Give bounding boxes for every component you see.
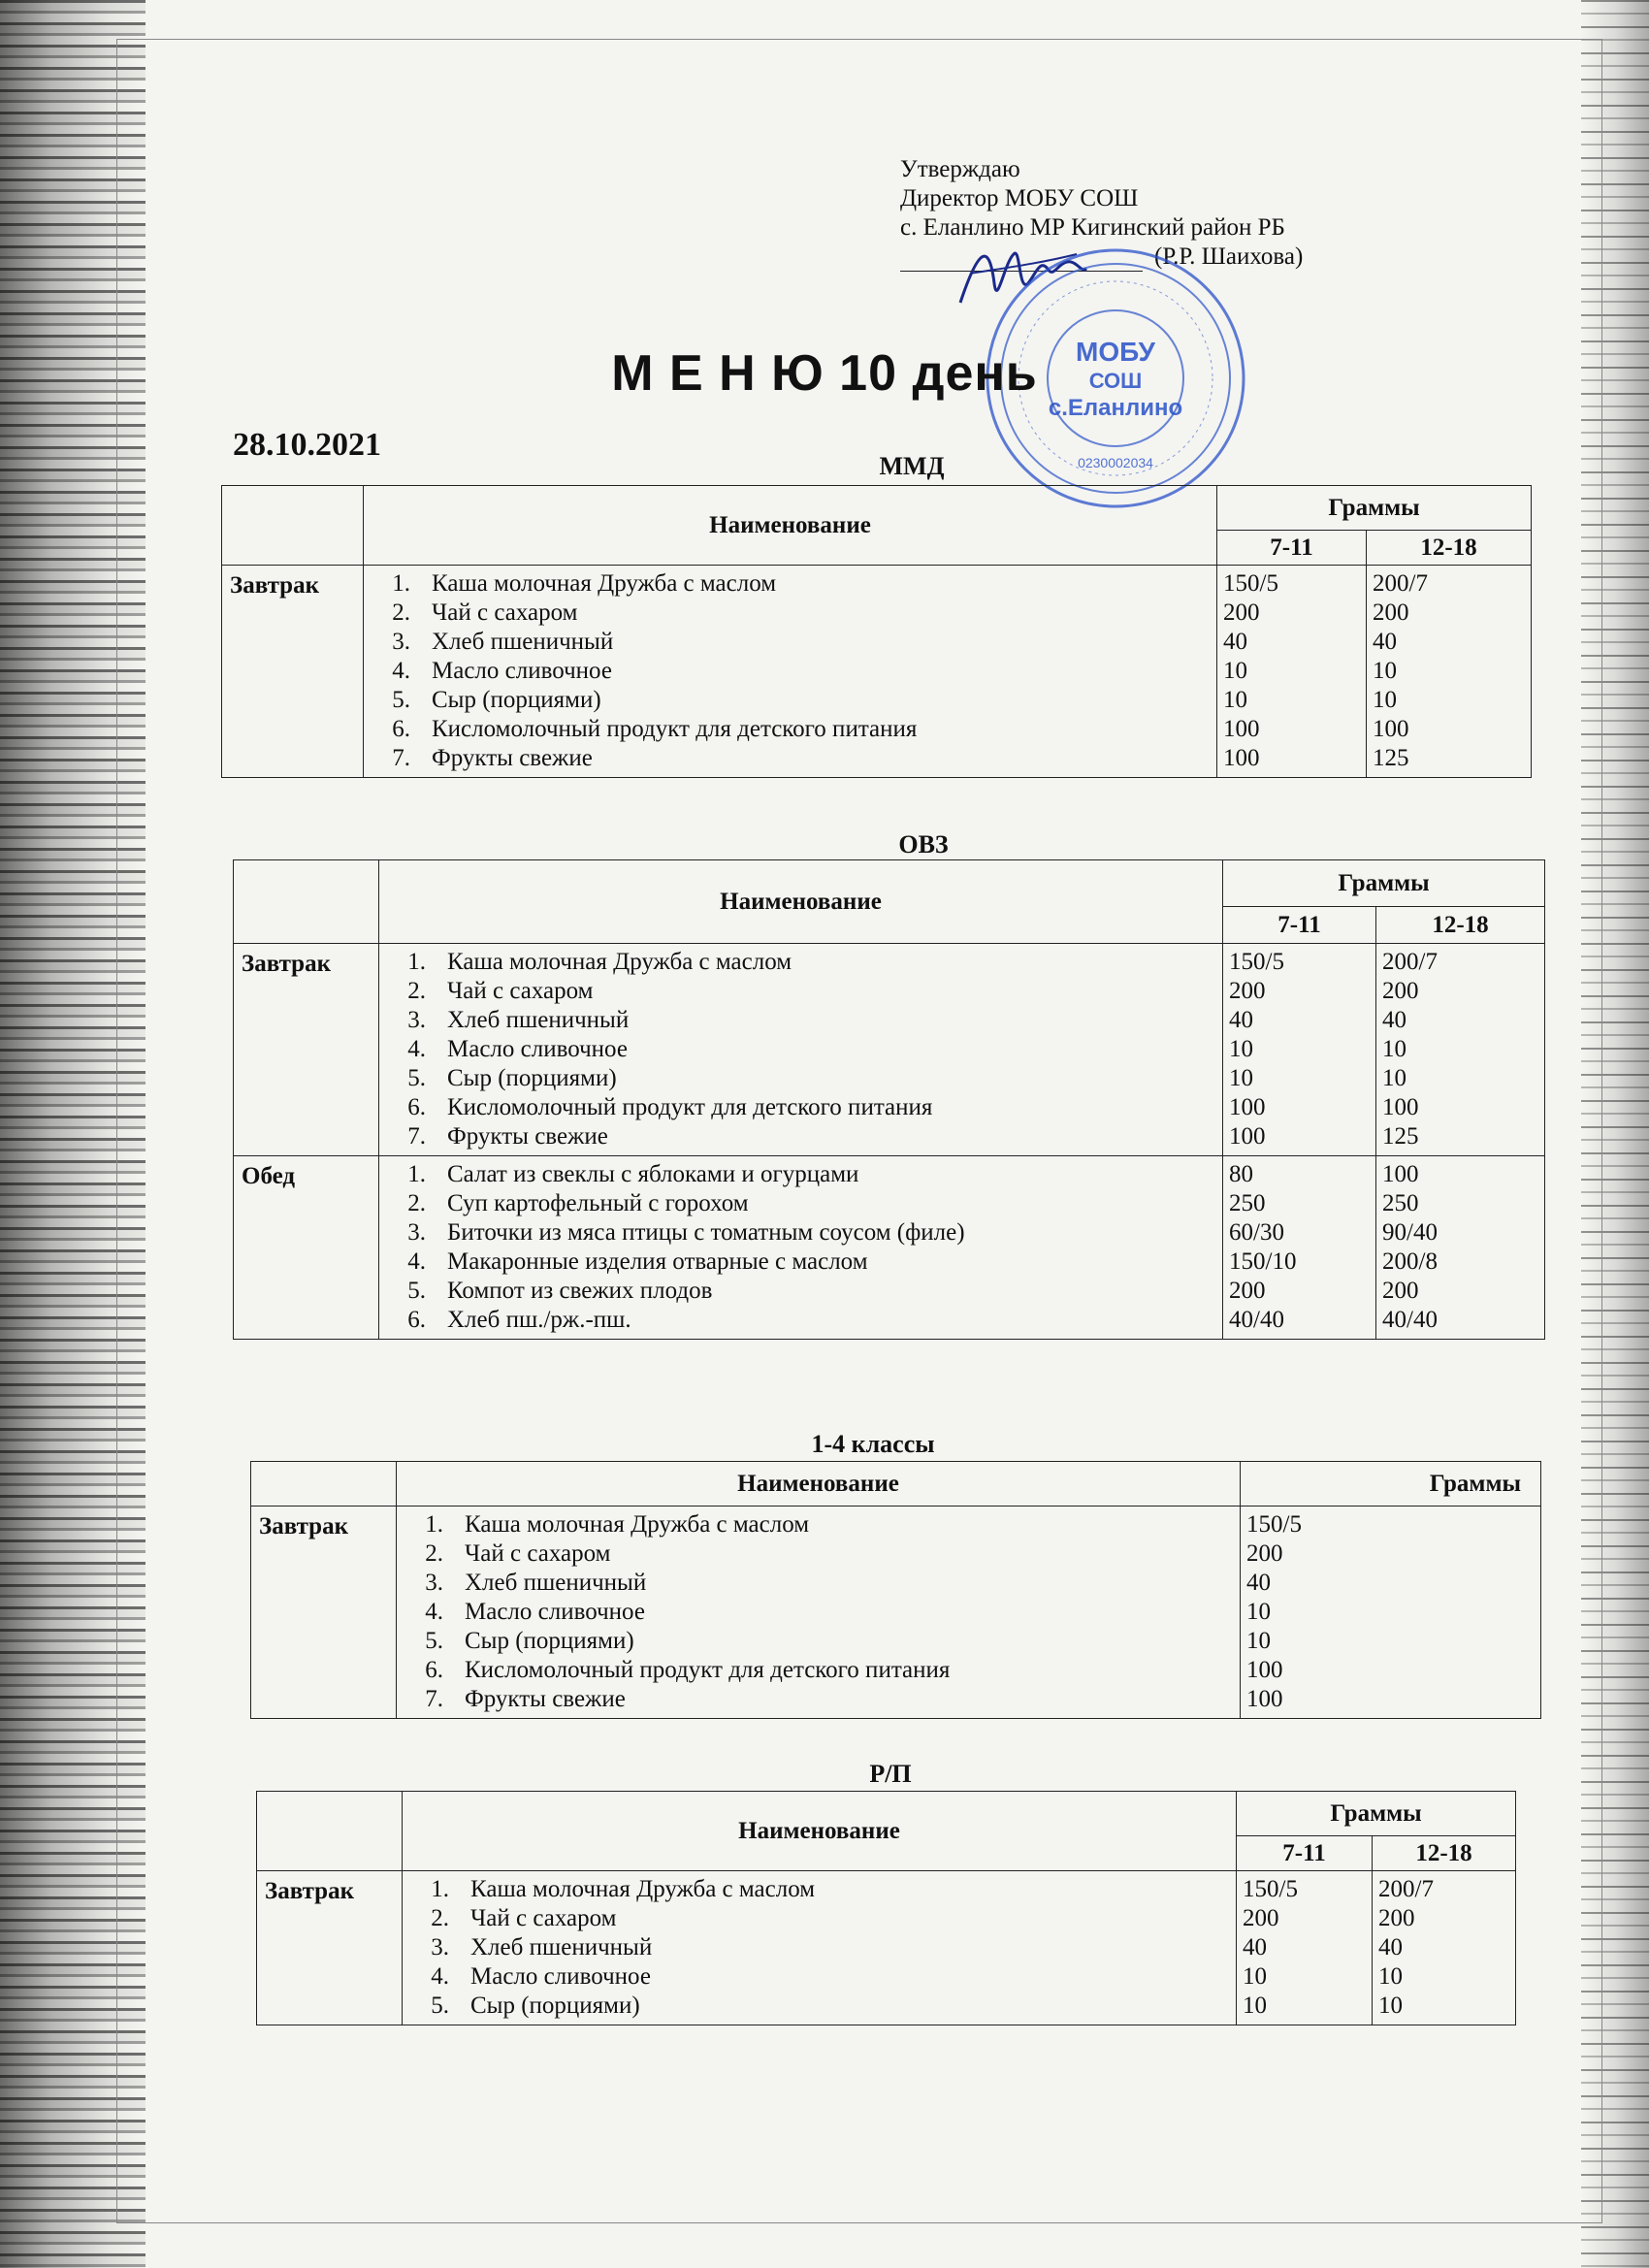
menu-item (379, 1189, 1222, 1218)
grams-value: 60/30 (1229, 1219, 1284, 1246)
menu-item (379, 1122, 1222, 1151)
grams-value: 80 (1229, 1161, 1253, 1187)
approval-line-3: с. Еланлино МР Кигинский район РБ (900, 214, 1285, 241)
menu-item (364, 657, 1216, 686)
menu-item (364, 715, 1216, 744)
menu-item (379, 977, 1222, 1006)
grams-12-18 (1376, 1156, 1545, 1340)
grams-value: 200 (1243, 1905, 1279, 1931)
menu-item-name: Масло сливочное (447, 1036, 628, 1062)
approval-signer: (Р.Р. Шаихова) (1154, 243, 1304, 270)
grams (1241, 1507, 1541, 1719)
meal-row (234, 944, 1545, 1156)
menu-item-name: Сыр (порциями) (432, 687, 601, 713)
menu-item-number: 4. (392, 658, 410, 684)
header-age-12-18: 12-18 (1376, 907, 1545, 944)
scan-edge-right (1581, 0, 1649, 2268)
header-age-12-18: 12-18 (1367, 531, 1532, 566)
menu-item-number: 7. (392, 745, 410, 771)
header-age-12-18: 12-18 (1373, 1836, 1516, 1871)
meal-row (222, 566, 1532, 778)
grams-value: 90/40 (1382, 1219, 1438, 1246)
grams-12-18 (1373, 1871, 1516, 2025)
grams-value: 10 (1382, 1036, 1406, 1062)
menu-item-number: 3. (431, 1934, 449, 1960)
menu-item-name: Каша молочная Дружба с маслом (432, 570, 777, 597)
section-label-rp: Р/П (869, 1760, 912, 1788)
menu-item (397, 1569, 1240, 1598)
grams-value: 200/7 (1378, 1876, 1434, 1902)
menu-item-number: 5. (392, 687, 410, 713)
menu-item-name: Кисломолочный продукт для детского питания (447, 1094, 933, 1120)
menu-item (397, 1510, 1240, 1539)
header-name: Наименование (397, 1462, 1241, 1507)
page-title: М Е Н Ю 10 день (611, 345, 1038, 402)
meal-name: Завтрак (222, 566, 364, 778)
menu-item-number: 4. (407, 1248, 426, 1275)
grams-value: 200 (1246, 1540, 1283, 1567)
grams-value: 40 (1373, 629, 1397, 655)
menu-item (397, 1627, 1240, 1656)
grams-value: 150/5 (1229, 949, 1284, 975)
menu-item-name: Сыр (порциями) (447, 1065, 617, 1091)
grams-value: 40 (1229, 1007, 1253, 1033)
menu-item-number: 2. (392, 599, 410, 626)
menu-item-number: 5. (407, 1065, 426, 1091)
meal-items (397, 1507, 1241, 1719)
header-blank (222, 486, 364, 566)
grams-value: 200 (1223, 599, 1260, 626)
grams-value: 40 (1246, 1570, 1271, 1596)
menu-item-number: 1. (431, 1876, 449, 1902)
menu-item-number: 6. (407, 1307, 426, 1333)
menu-item (403, 1933, 1236, 1962)
header-age-7-11: 7-11 (1217, 531, 1367, 566)
menu-item-name: Чай с сахаром (432, 599, 578, 626)
menu-item-name: Хлеб пшеничный (470, 1934, 653, 1960)
menu-item-name: Масло сливочное (470, 1963, 651, 1990)
menu-item-number: 3. (425, 1570, 443, 1596)
header-name: Наименование (403, 1792, 1237, 1871)
menu-item (379, 1218, 1222, 1247)
meal-name: Завтрак (257, 1871, 403, 2025)
menu-item (379, 1093, 1222, 1122)
grams-value: 200/7 (1382, 949, 1438, 975)
grams-value: 200 (1382, 978, 1419, 1004)
menu-item (397, 1598, 1240, 1627)
menu-item-name: Хлеб пшеничный (432, 629, 614, 655)
grams-value: 100 (1229, 1094, 1266, 1120)
grams-value: 200 (1373, 599, 1409, 626)
menu-item-name: Фрукты свежие (447, 1123, 608, 1150)
menu-item-number: 5. (431, 1993, 449, 2019)
grams-value: 10 (1373, 658, 1397, 684)
grams-value: 250 (1382, 1190, 1419, 1216)
menu-item (364, 744, 1216, 773)
grams-value: 40 (1378, 1934, 1403, 1960)
menu-item-name: Каша молочная Дружба с маслом (470, 1876, 816, 1902)
menu-item (379, 948, 1222, 977)
grams-value: 10 (1223, 658, 1247, 684)
approval-line-2: Директор МОБУ СОШ (900, 185, 1139, 211)
grams-value: 200 (1378, 1905, 1415, 1931)
meal-items (364, 566, 1217, 778)
menu-item (403, 1904, 1236, 1933)
menu-date: 28.10.2021 (233, 427, 381, 463)
grams-value: 40 (1223, 629, 1247, 655)
header-name: Наименование (364, 486, 1217, 566)
menu-table-rp (256, 1791, 1516, 2025)
menu-item-name: Фрукты свежие (465, 1686, 626, 1712)
grams-value: 100 (1382, 1161, 1419, 1187)
menu-item-number: 4. (425, 1599, 443, 1625)
header-grams: Граммы (1223, 860, 1545, 907)
header-blank (257, 1792, 403, 1871)
menu-item-name: Хлеб пшеничный (447, 1007, 630, 1033)
grams-value: 125 (1382, 1123, 1419, 1150)
grams-value: 10 (1229, 1065, 1253, 1091)
grams-value: 200 (1229, 978, 1266, 1004)
grams-value: 10 (1246, 1599, 1271, 1625)
grams-value: 10 (1378, 1963, 1403, 1990)
grams-value: 10 (1378, 1993, 1403, 2019)
meal-items (379, 1156, 1223, 1340)
grams-value: 40/40 (1229, 1307, 1284, 1333)
menu-item-name: Хлеб пш./рж.-пш. (447, 1307, 631, 1333)
grams-7-11 (1223, 944, 1376, 1156)
scan-edge-left (0, 0, 146, 2268)
grams-value: 40 (1243, 1934, 1267, 1960)
grams-value: 100 (1382, 1094, 1419, 1120)
menu-item-number: 2. (431, 1905, 449, 1931)
grams-value: 125 (1373, 745, 1409, 771)
menu-table-ovz (233, 859, 1545, 1340)
grams-value: 10 (1223, 687, 1247, 713)
grams-12-18 (1376, 944, 1545, 1156)
menu-item-number: 2. (407, 1190, 426, 1216)
menu-table-mmd (221, 485, 1532, 778)
menu-item-name: Макаронные изделия отварные с маслом (447, 1248, 868, 1275)
meal-row (257, 1871, 1516, 2025)
meal-items (379, 944, 1223, 1156)
menu-item-name: Чай с сахаром (465, 1540, 611, 1567)
menu-item-name: Салат из свеклы с яблоками и огурцами (447, 1161, 859, 1187)
menu-item (379, 1160, 1222, 1189)
header-blank (234, 860, 379, 944)
grams-value: 200 (1382, 1278, 1419, 1304)
menu-item-number: 3. (407, 1219, 426, 1246)
grams-value: 150/5 (1223, 570, 1278, 597)
menu-item-name: Сыр (порциями) (465, 1628, 634, 1654)
grams-value: 10 (1243, 1993, 1267, 2019)
menu-item-number: 6. (392, 716, 410, 742)
stamp-number: 0230002034 (1078, 455, 1153, 470)
menu-item (403, 1992, 1236, 2021)
menu-item-number: 2. (407, 978, 426, 1004)
menu-item-name: Каша молочная Дружба с маслом (447, 949, 792, 975)
grams-value: 100 (1373, 716, 1409, 742)
grams-value: 10 (1246, 1628, 1271, 1654)
menu-item (364, 628, 1216, 657)
meal-items (403, 1871, 1237, 2025)
menu-table-grades (250, 1461, 1541, 1719)
menu-item-number: 3. (392, 629, 410, 655)
grams-value: 250 (1229, 1190, 1266, 1216)
grams-value: 200/7 (1373, 570, 1428, 597)
menu-item-name: Чай с сахаром (470, 1905, 617, 1931)
header-grams: Граммы (1241, 1462, 1541, 1507)
menu-item (397, 1539, 1240, 1569)
menu-item-name: Кисломолочный продукт для детского питания (432, 716, 918, 742)
menu-item-name: Сыр (порциями) (470, 1993, 640, 2019)
menu-item-number: 1. (407, 1161, 426, 1187)
grams-value: 10 (1373, 687, 1397, 713)
menu-item (403, 1875, 1236, 1904)
menu-item (364, 569, 1216, 599)
menu-item-name: Кисломолочный продукт для детского питания (465, 1657, 951, 1683)
stamp-center-1: МОБУ (1076, 337, 1155, 367)
grams-value: 100 (1246, 1657, 1283, 1683)
menu-item-name: Чай с сахаром (447, 978, 594, 1004)
grams-value: 100 (1246, 1686, 1283, 1712)
grams-7-11 (1223, 1156, 1376, 1340)
grams-value: 10 (1229, 1036, 1253, 1062)
header-age-7-11: 7-11 (1237, 1836, 1373, 1871)
menu-item-number: 3. (407, 1007, 426, 1033)
menu-item-number: 4. (407, 1036, 426, 1062)
menu-item-name: Суп картофельный с горохом (447, 1190, 749, 1216)
grams-value: 10 (1243, 1963, 1267, 1990)
grams-value: 100 (1223, 745, 1260, 771)
grams-value: 10 (1382, 1065, 1406, 1091)
meal-name: Завтрак (234, 944, 379, 1156)
menu-item-name: Фрукты свежие (432, 745, 593, 771)
stamp-center-3: с.Еланлино (1048, 395, 1183, 421)
menu-item-number: 5. (407, 1278, 426, 1304)
menu-item-name: Биточки из мяса птицы с томатным соусом (филе) (447, 1219, 965, 1246)
menu-item-number: 7. (425, 1686, 443, 1712)
header-grams: Граммы (1237, 1792, 1516, 1836)
grams-value: 40 (1382, 1007, 1406, 1033)
menu-item (379, 1277, 1222, 1306)
menu-item-name: Масло сливочное (432, 658, 612, 684)
grams-value: 150/5 (1243, 1876, 1298, 1902)
menu-item (379, 1064, 1222, 1093)
menu-item-name: Каша молочная Дружба с маслом (465, 1511, 810, 1538)
menu-item (364, 599, 1216, 628)
menu-item (364, 686, 1216, 715)
menu-item (379, 1306, 1222, 1335)
header-age-7-11: 7-11 (1223, 907, 1376, 944)
section-label-mmd: ММД (879, 452, 945, 480)
meal-name: Завтрак (251, 1507, 397, 1719)
grams-value: 150/10 (1229, 1248, 1297, 1275)
menu-item-number: 4. (431, 1963, 449, 1990)
header-grams: Граммы (1217, 486, 1532, 531)
menu-item (397, 1656, 1240, 1685)
section-label-grades: 1-4 классы (811, 1430, 935, 1458)
menu-item (397, 1685, 1240, 1714)
header-blank (251, 1462, 397, 1507)
grams-12-18 (1367, 566, 1532, 778)
stamp-center-2: СОШ (1088, 369, 1143, 393)
meal-row (234, 1156, 1545, 1340)
grams-value: 100 (1229, 1123, 1266, 1150)
meal-row (251, 1507, 1541, 1719)
menu-item-number: 7. (407, 1123, 426, 1150)
approval-line-1: Утверждаю (900, 156, 1020, 182)
menu-item (379, 1006, 1222, 1035)
grams-7-11 (1217, 566, 1367, 778)
grams-value: 200/8 (1382, 1248, 1438, 1275)
menu-item-number: 1. (425, 1511, 443, 1538)
menu-item-number: 2. (425, 1540, 443, 1567)
grams-value: 40/40 (1382, 1307, 1438, 1333)
menu-item-number: 6. (425, 1657, 443, 1683)
menu-item-number: 1. (392, 570, 410, 597)
menu-item-number: 5. (425, 1628, 443, 1654)
grams-value: 100 (1223, 716, 1260, 742)
menu-item-number: 6. (407, 1094, 426, 1120)
grams-value: 200 (1229, 1278, 1266, 1304)
menu-item (379, 1247, 1222, 1277)
menu-item-number: 1. (407, 949, 426, 975)
menu-item-name: Масло сливочное (465, 1599, 645, 1625)
menu-item (379, 1035, 1222, 1064)
menu-item (403, 1962, 1236, 1992)
grams-value: 150/5 (1246, 1511, 1302, 1538)
header-name: Наименование (379, 860, 1223, 944)
section-label-ovz: ОВЗ (898, 830, 949, 859)
menu-item-name: Хлеб пшеничный (465, 1570, 647, 1596)
meal-name: Обед (234, 1156, 379, 1340)
menu-item-name: Компот из свежих плодов (447, 1278, 713, 1304)
grams-7-11 (1237, 1871, 1373, 2025)
